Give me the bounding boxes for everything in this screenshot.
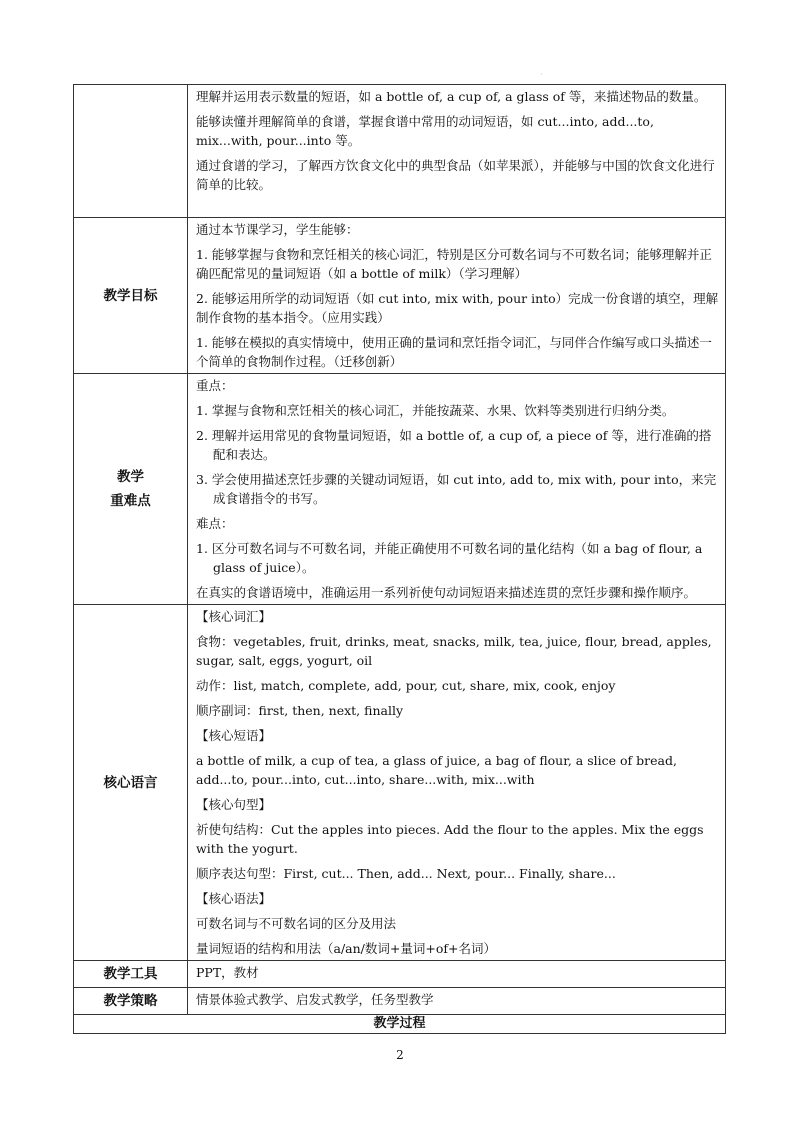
strategy-row [74, 988, 726, 1015]
vocab-action: 动作：list, match, complete, add, pour, cut, share, mix, cook, enjoy [196, 678, 616, 693]
difficult-item: 1. 区分可数名词与不可数名词，并能正确使用不可数名词的量化结构（如 a bag of flour, a glass of juice）。 [196, 541, 703, 575]
key-points-label-line1: 教学 [117, 469, 144, 485]
core-language-content [188, 605, 726, 961]
intro-paragraph: 理解并运用表示数量的短语，如 a bottle of, a cup of, a glass of 等，来描述物品的数量。 [196, 89, 707, 104]
page-number: 2 [396, 1048, 404, 1062]
key-item: 2. 理解并运用常见的食物量词短语，如 a bottle of, a cup of, a piece of 等，进行准确的搭配和表达。 [196, 428, 712, 462]
key-points-row [74, 374, 726, 605]
objectives-intro: 通过本节课学习，学生能够： [196, 222, 359, 237]
tools-row [74, 961, 726, 988]
key-points-label-line2: 重难点 [110, 493, 151, 509]
process-heading: 教学过程 [74, 1015, 726, 1034]
intro-paragraph: 通过食谱的学习，了解西方饮食文化中的典型食品（如苹果派），并能够与中国的饮食文化进行简单的比较。 [196, 158, 715, 192]
tools-label: 教学工具 [74, 961, 188, 988]
core-language-row [74, 605, 726, 961]
page-mark: · [540, 70, 543, 79]
key-title: 重点： [196, 378, 234, 393]
intro-content-cell [188, 85, 726, 218]
sentence-order: 顺序表达句型：First, cut... Then, add... Next, pour... Finally, share... [196, 866, 616, 881]
key-points-content [188, 374, 726, 605]
tools-value: PPT，教材 [188, 961, 726, 988]
key-item: 3. 学会使用描述烹饪步骤的关键动词短语，如 cut into, add to, mix with, pour into，来完成食谱指令的书写。 [196, 472, 717, 506]
lesson-plan-table [73, 84, 726, 1034]
vocab-title: 【核心词汇】 [196, 609, 272, 624]
objectives-row [74, 218, 726, 374]
strategy-label: 教学策略 [74, 988, 188, 1015]
intro-paragraph: 能够读懂并理解简单的食谱，掌握食谱中常用的动词短语，如 cut...into, add...to, mix...with, pour...into 等。 [196, 114, 654, 148]
difficult-extra: 在真实的食谱语境中，准确运用一系列祈使句动词短语来描述连贯的烹饪步骤和操作顺序。 [196, 585, 697, 600]
intro-label-cell [74, 85, 188, 218]
objectives-label: 教学目标 [74, 218, 188, 374]
objective-item: 1. 能够掌握与食物和烹饪相关的核心词汇，特别是区分可数名词与不可数名词；能够理解并正确匹配常见的量词短语（如 a bottle of milk）（学习理解） [196, 247, 712, 281]
difficult-title: 难点： [196, 516, 234, 531]
core-language-label: 核心语言 [74, 605, 188, 961]
sentence-title: 【核心句型】 [196, 797, 272, 812]
intro-row [74, 85, 726, 218]
vocab-food: 食物：vegetables, fruit, drinks, meat, snacks, milk, tea, juice, flour, bread, apples, sugar, salt, eggs, yogurt, oil [196, 634, 712, 668]
objectives-content [188, 218, 726, 374]
phrases: a bottle of milk, a cup of tea, a glass of juice, a bag of flour, a slice of bread, add...to, pour...into, cut...into, share...with, mix...with [196, 753, 677, 787]
grammar-item: 可数名词与不可数名词的区分及用法 [196, 916, 397, 931]
vocab-order: 顺序副词：first, then, next, finally [196, 703, 404, 718]
phrase-title: 【核心短语】 [196, 728, 272, 743]
process-row [74, 1015, 726, 1034]
sentence-imperative: 祈使句结构：Cut the apples into pieces. Add the flour to the apples. Mix the eggs with the yogurt. [196, 822, 704, 856]
key-item: 1. 掌握与食物和烹饪相关的核心词汇，并能按蔬菜、水果、饮料等类别进行归纳分类。 [196, 403, 675, 418]
grammar-title: 【核心语法】 [196, 891, 272, 906]
grammar-item: 量词短语的结构和用法（a/an/数词+量词+of+名词） [196, 941, 496, 956]
objective-item: 2. 能够运用所学的动词短语（如 cut into, mix with, pour into）完成一份食谱的填空，理解制作食物的基本指令。（应用实践） [196, 291, 719, 325]
key-points-label [74, 374, 188, 605]
strategy-value: 情景体验式教学、启发式教学，任务型教学 [188, 988, 726, 1015]
objective-item: 1. 能够在模拟的真实情境中，使用正确的量词和烹饪指令词汇，与同伴合作编写或口头描述一个简单的食物制作过程。（迁移创新） [196, 335, 712, 369]
